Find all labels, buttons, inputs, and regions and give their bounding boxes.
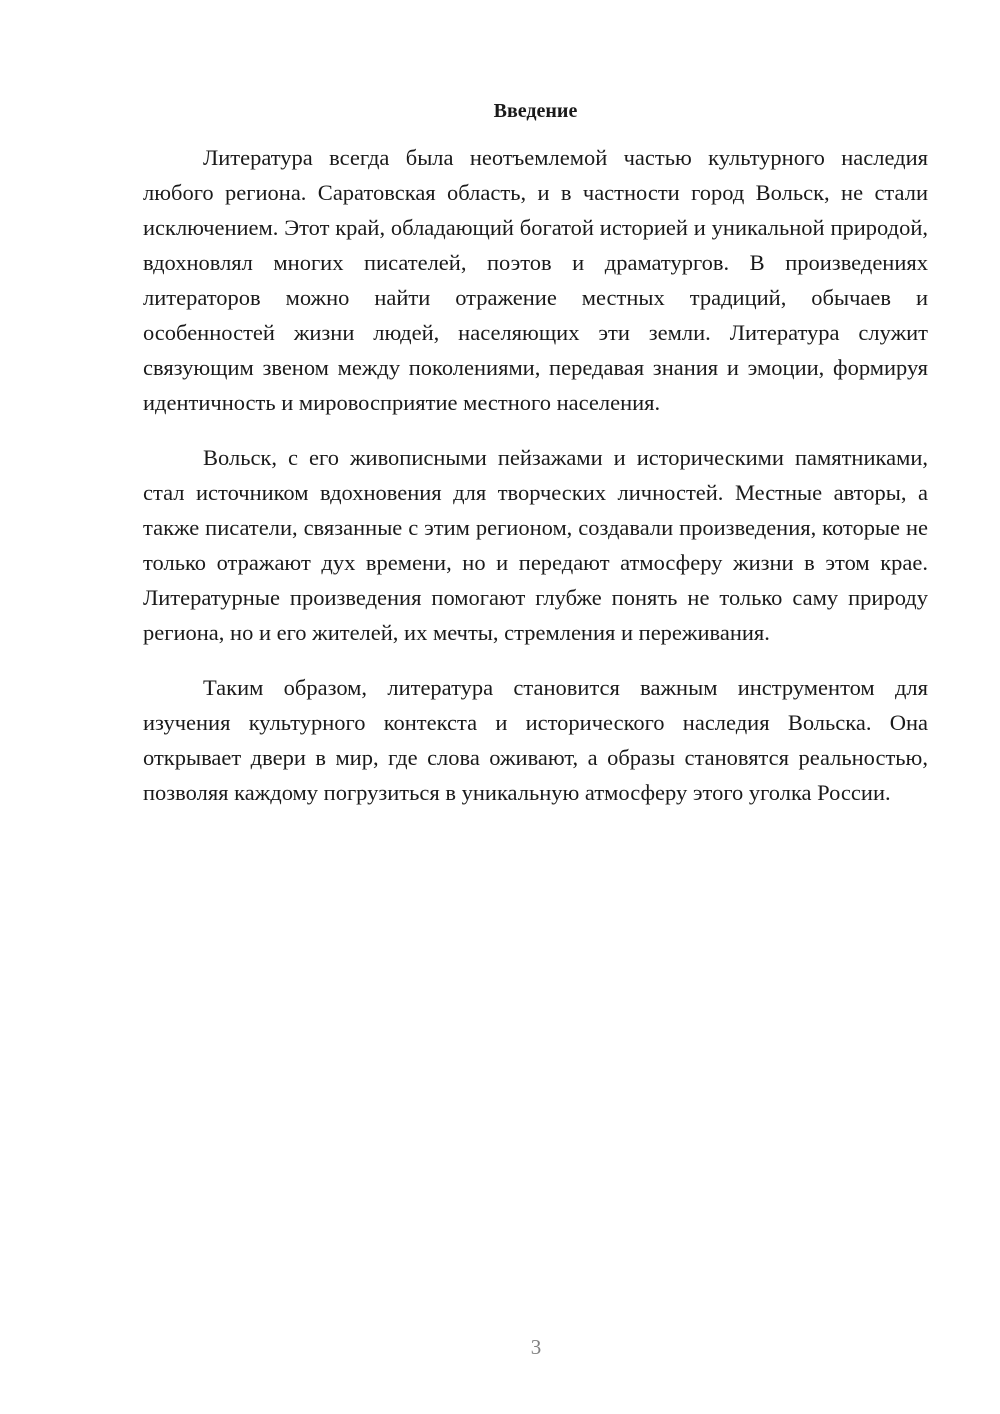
paragraph-1: Литература всегда была неотъемлемой частью культурного наследия любого региона. Саратовская область, и в частности город Вольск, не стали исключением. Этот край, обладающий богатой историей и уникальной природой, вдохновлял многих писателей, поэтов и драматургов. В произведениях литераторов можно найти отражение местных традиций, обычаев и особенностей жизни людей, населяющих эти земли. Литература служит связующим звеном между поколениями, передавая знания и эмоции, формируя идентичность и мировосприятие местного населения. [143,145,928,415]
section-title: Введение [493,100,578,122]
page-number: 3 [530,1335,542,1359]
paragraph-2: Вольск, с его живописными пейзажами и историческими памятниками, стал источником вдохновения для творческих личностей. Местные авторы, а также писатели, связанные с этим регионом, создавали произведения, которые не только отражают дух времени, но и передают атмосферу жизни в этом крае. Литературные произведения помогают глубже понять не только саму природу региона, но и его жителей, их мечты, стремления и переживания. [143,445,928,645]
paragraph-3: Таким образом, литература становится важным инструментом для изучения культурного контекста и исторического наследия Вольска. Она открывает двери в мир, где слова оживают, а образы становятся реальностью, позволяя каждому погрузиться в уникальную атмосферу этого уголка России. [143,675,928,805]
page-content [143,96,928,830]
